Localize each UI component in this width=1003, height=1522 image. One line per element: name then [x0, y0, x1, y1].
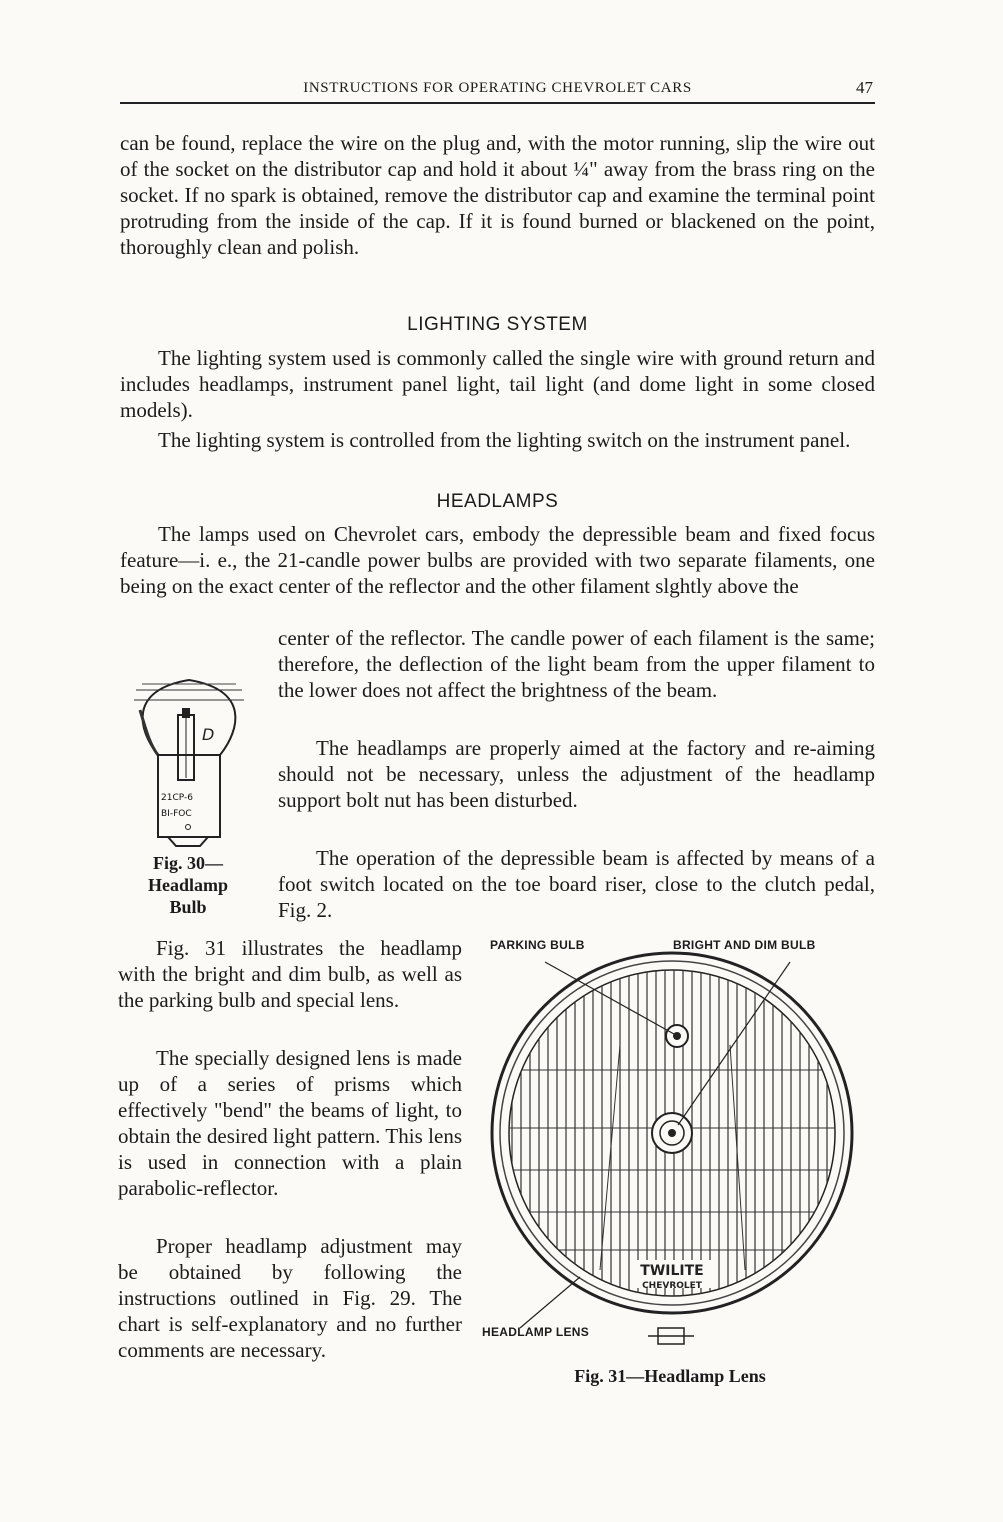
headlamps-paragraph-1b: center of the reflector. The candle power of each filament is the same; therefore, the deflection of the light beam from the upper filament to the lower does not affect the brightness of the beam. [278, 626, 875, 702]
svg-text:D: D [202, 725, 215, 744]
lens-marking-brand: TWILITE [640, 1263, 704, 1279]
lighting-system-heading: LIGHTING SYSTEM [407, 314, 588, 335]
headlamps-paragraph-2: The headlamps are properly aimed at the factory and re-aiming should not be necessary, unless the adjustment of the headlamp support bolt nut has been disturbed. [278, 736, 875, 812]
running-title: INSTRUCTIONS FOR OPERATING CHEVROLET CARS [303, 80, 692, 96]
figure-30-caption-line2: Headlamp [147, 875, 228, 895]
figure-31-paragraph-3: Proper headlamp adjustment may be obtained by following the instructions outlined in Fig. 29. The chart is self-explanatory and no further comments are necessary. [118, 1234, 462, 1362]
lighting-paragraph-2: The lighting system is controlled from the lighting switch on the instrument panel. [158, 428, 851, 452]
headlamps-paragraph-1a: The lamps used on Chevrolet cars, embody the depressible beam and fixed focus feature—i. e., the 21-candle power bulbs are provided with two separate filaments, one being on the exact center of the reflector and the other filament slghtly above the [120, 522, 875, 598]
lens-marking-chevrolet: CHEVROLET [642, 1281, 702, 1291]
figure-30-caption-line1: Fig. 30— [153, 853, 223, 873]
headlamps-heading: HEADLAMPS [436, 491, 559, 512]
figure-30-caption [118, 852, 258, 918]
headlamps-paragraph-3: The operation of the depressible beam is affected by means of a foot switch located on the toe board riser, close to the clutch pedal, Fig. 2. [278, 846, 875, 922]
page-header [120, 78, 875, 104]
lighting-paragraph-1: The lighting system used is commonly called the single wire with ground return and includes headlamps, instrument panel light, tail light (and dome light in some closed models). [120, 346, 875, 422]
headlamp-lens-illustration [460, 950, 880, 1360]
intro-paragraph: can be found, replace the wire on the plug and, with the motor running, slip the wire out of the socket on the distributor cap and hold it about ¼" away from the brass ring on the socket. If no spark is obtained, remove the distributor cap and examine the terminal point protruding from the inside of the cap. If it is found burned or blackened on the point, thoroughly clean and polish. [120, 131, 875, 259]
bulb-marking-1: 21CP-6 [161, 793, 193, 803]
headlamp-lens-label: HEADLAMP LENS [482, 1325, 590, 1339]
figure-31-paragraph-1: Fig. 31 illustrates the headlamp with the bright and dim bulb, as well as the parking bulb and special lens. [118, 936, 462, 1012]
parking-bulb-label: PARKING BULB [490, 938, 585, 952]
figure-31-paragraph-2: The specially designed lens is made up of a series of prisms which effectively "bend" the beams of light, to obtain the desired light pattern. This lens is used in connection with a plain parabolic-reflector. [118, 1046, 462, 1200]
bulb-marking-2: BI-FOC [161, 809, 192, 819]
page-number: 47 [856, 78, 873, 97]
figure-31-caption: Fig. 31—Headlamp Lens [574, 1366, 766, 1386]
headlamp-bulb-illustration [128, 660, 250, 855]
figure-30-caption-line3: Bulb [169, 897, 207, 917]
bright-dim-bulb-label: BRIGHT AND DIM BULB [673, 938, 816, 952]
